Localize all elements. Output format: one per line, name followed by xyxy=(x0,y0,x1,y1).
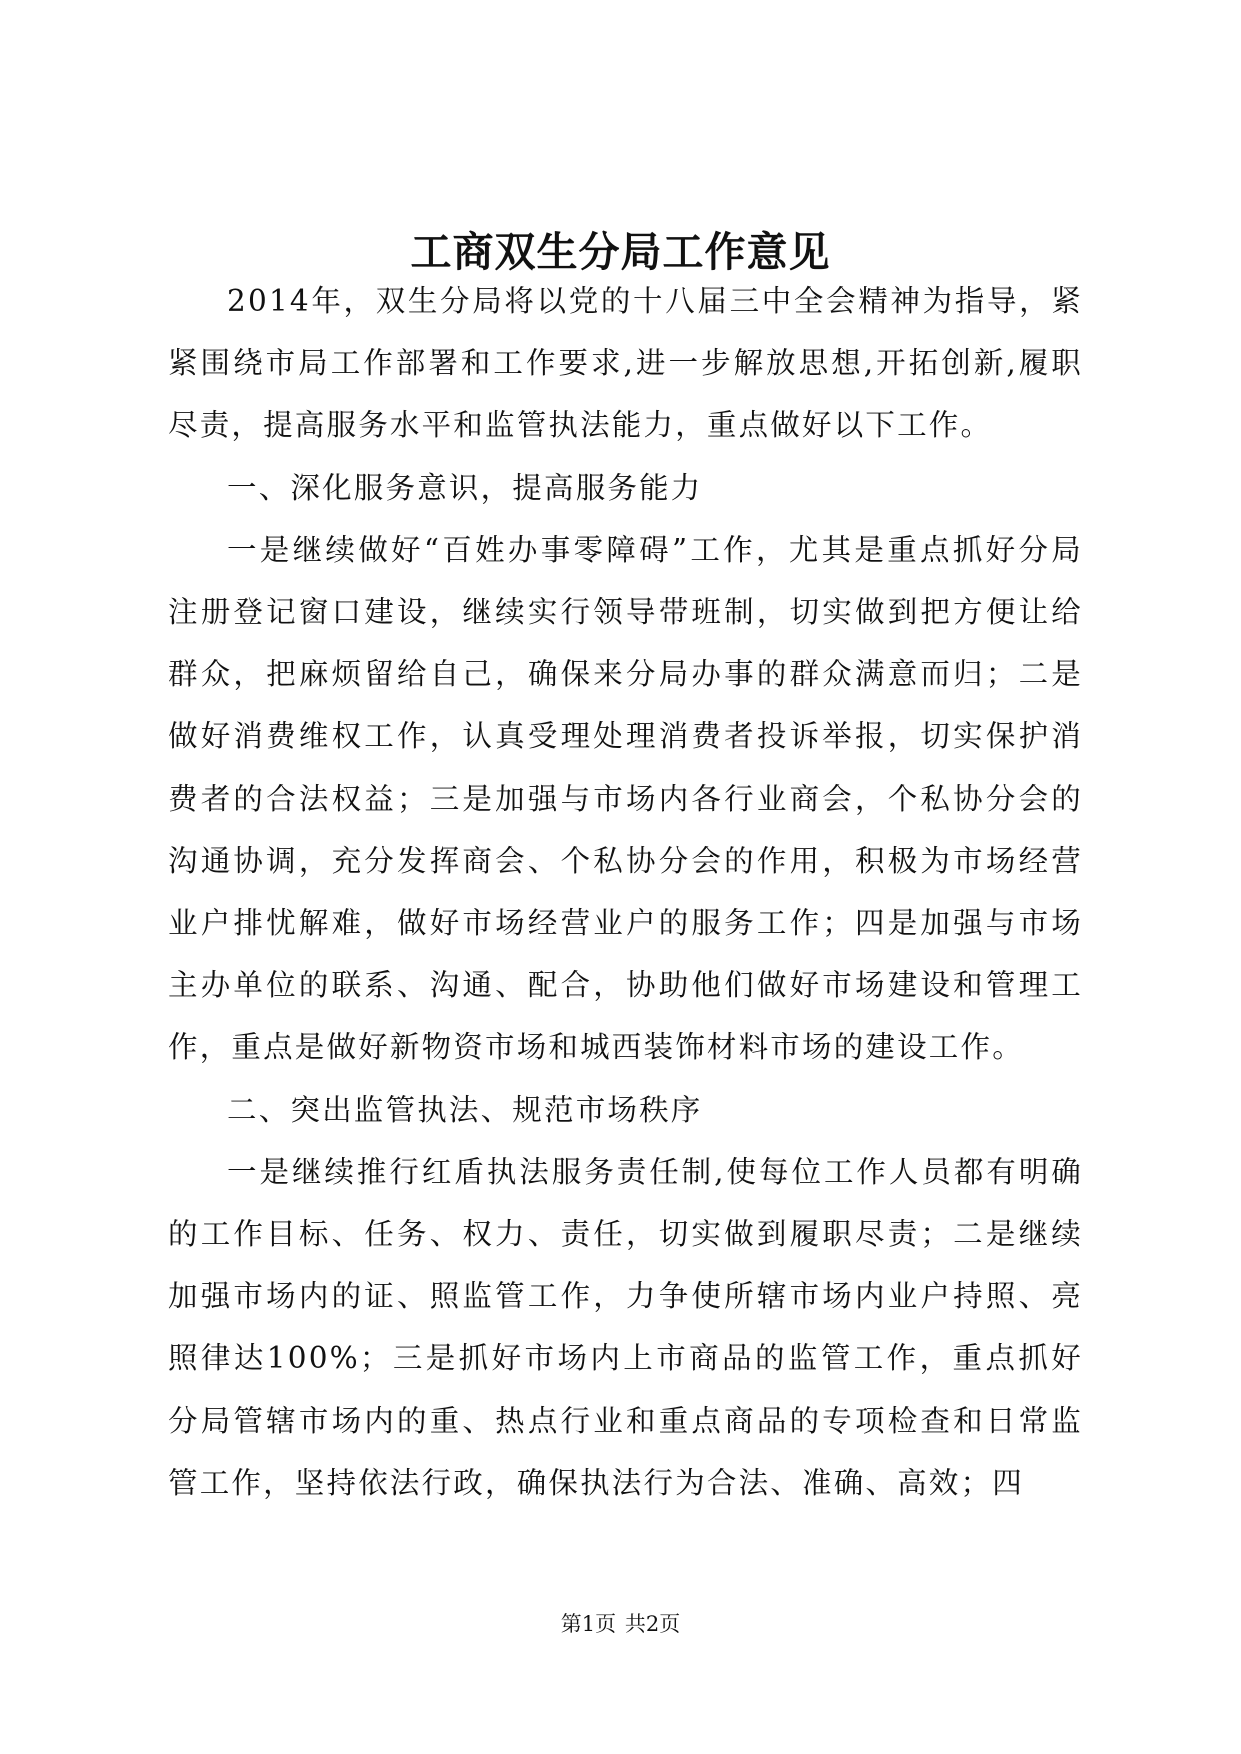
page-number: 第1页 xyxy=(560,1612,617,1636)
document-title: 工商双生分局工作意见 xyxy=(410,228,831,276)
section-1-paragraph: 一是继续做好“百姓办事零障碍”工作，尤其是重点抓好分局注册登记窗口建设，继续实行领导带班制，切实做到把方便让给群众，把麻烦留给自己，确保来分局办事的群众满意而归；二是做好消费维权工作，认真受理处理消费者投诉举报，切实保护消费者的合法权益；三是加强与市场内各行业商会，个私协分会的沟通协调，充分发挥商会、个私协分会的作用，积极为市场经营业户排忧解难，做好市场经营业户的服务工作；四是加强与市场主办单位的联系、沟通、配合，协助他们做好市场建设和管理工作，重点是做好新物资市场和城西装饰材料市场的建设工作。 xyxy=(168,532,1083,1065)
intro-paragraph: 2014年，双生分局将以党的十八届三中全会精神为指导，紧紧围绕市局工作部署和工作要求,进一步解放思想,开拓创新,履职尽责，提高服务水平和监管执法能力，重点做好以下工作。 xyxy=(168,284,1083,443)
page-footer xyxy=(0,1609,1241,1639)
section-heading-1: 一、深化服务意识，提高服务能力 xyxy=(227,470,703,505)
document-body xyxy=(168,270,1083,1514)
page-total: 共2页 xyxy=(624,1612,681,1636)
section-2-paragraph: 一是继续推行红盾执法服务责任制,使每位工作人员都有明确的工作目标、任务、权力、责任，切实做到履职尽责；二是继续加强市场内的证、照监管工作，力争使所辖市场内业户持照、亮照律达100%；三是抓好市场内上市商品的监管工作，重点抓好分局管辖市场内的重、热点行业和重点商品的专项检查和日常监管工作，坚持依法行政，确保执法行为合法、准确、高效；四 xyxy=(168,1154,1083,1500)
section-heading-2: 二、突出监管执法、规范市场秩序 xyxy=(227,1092,703,1127)
